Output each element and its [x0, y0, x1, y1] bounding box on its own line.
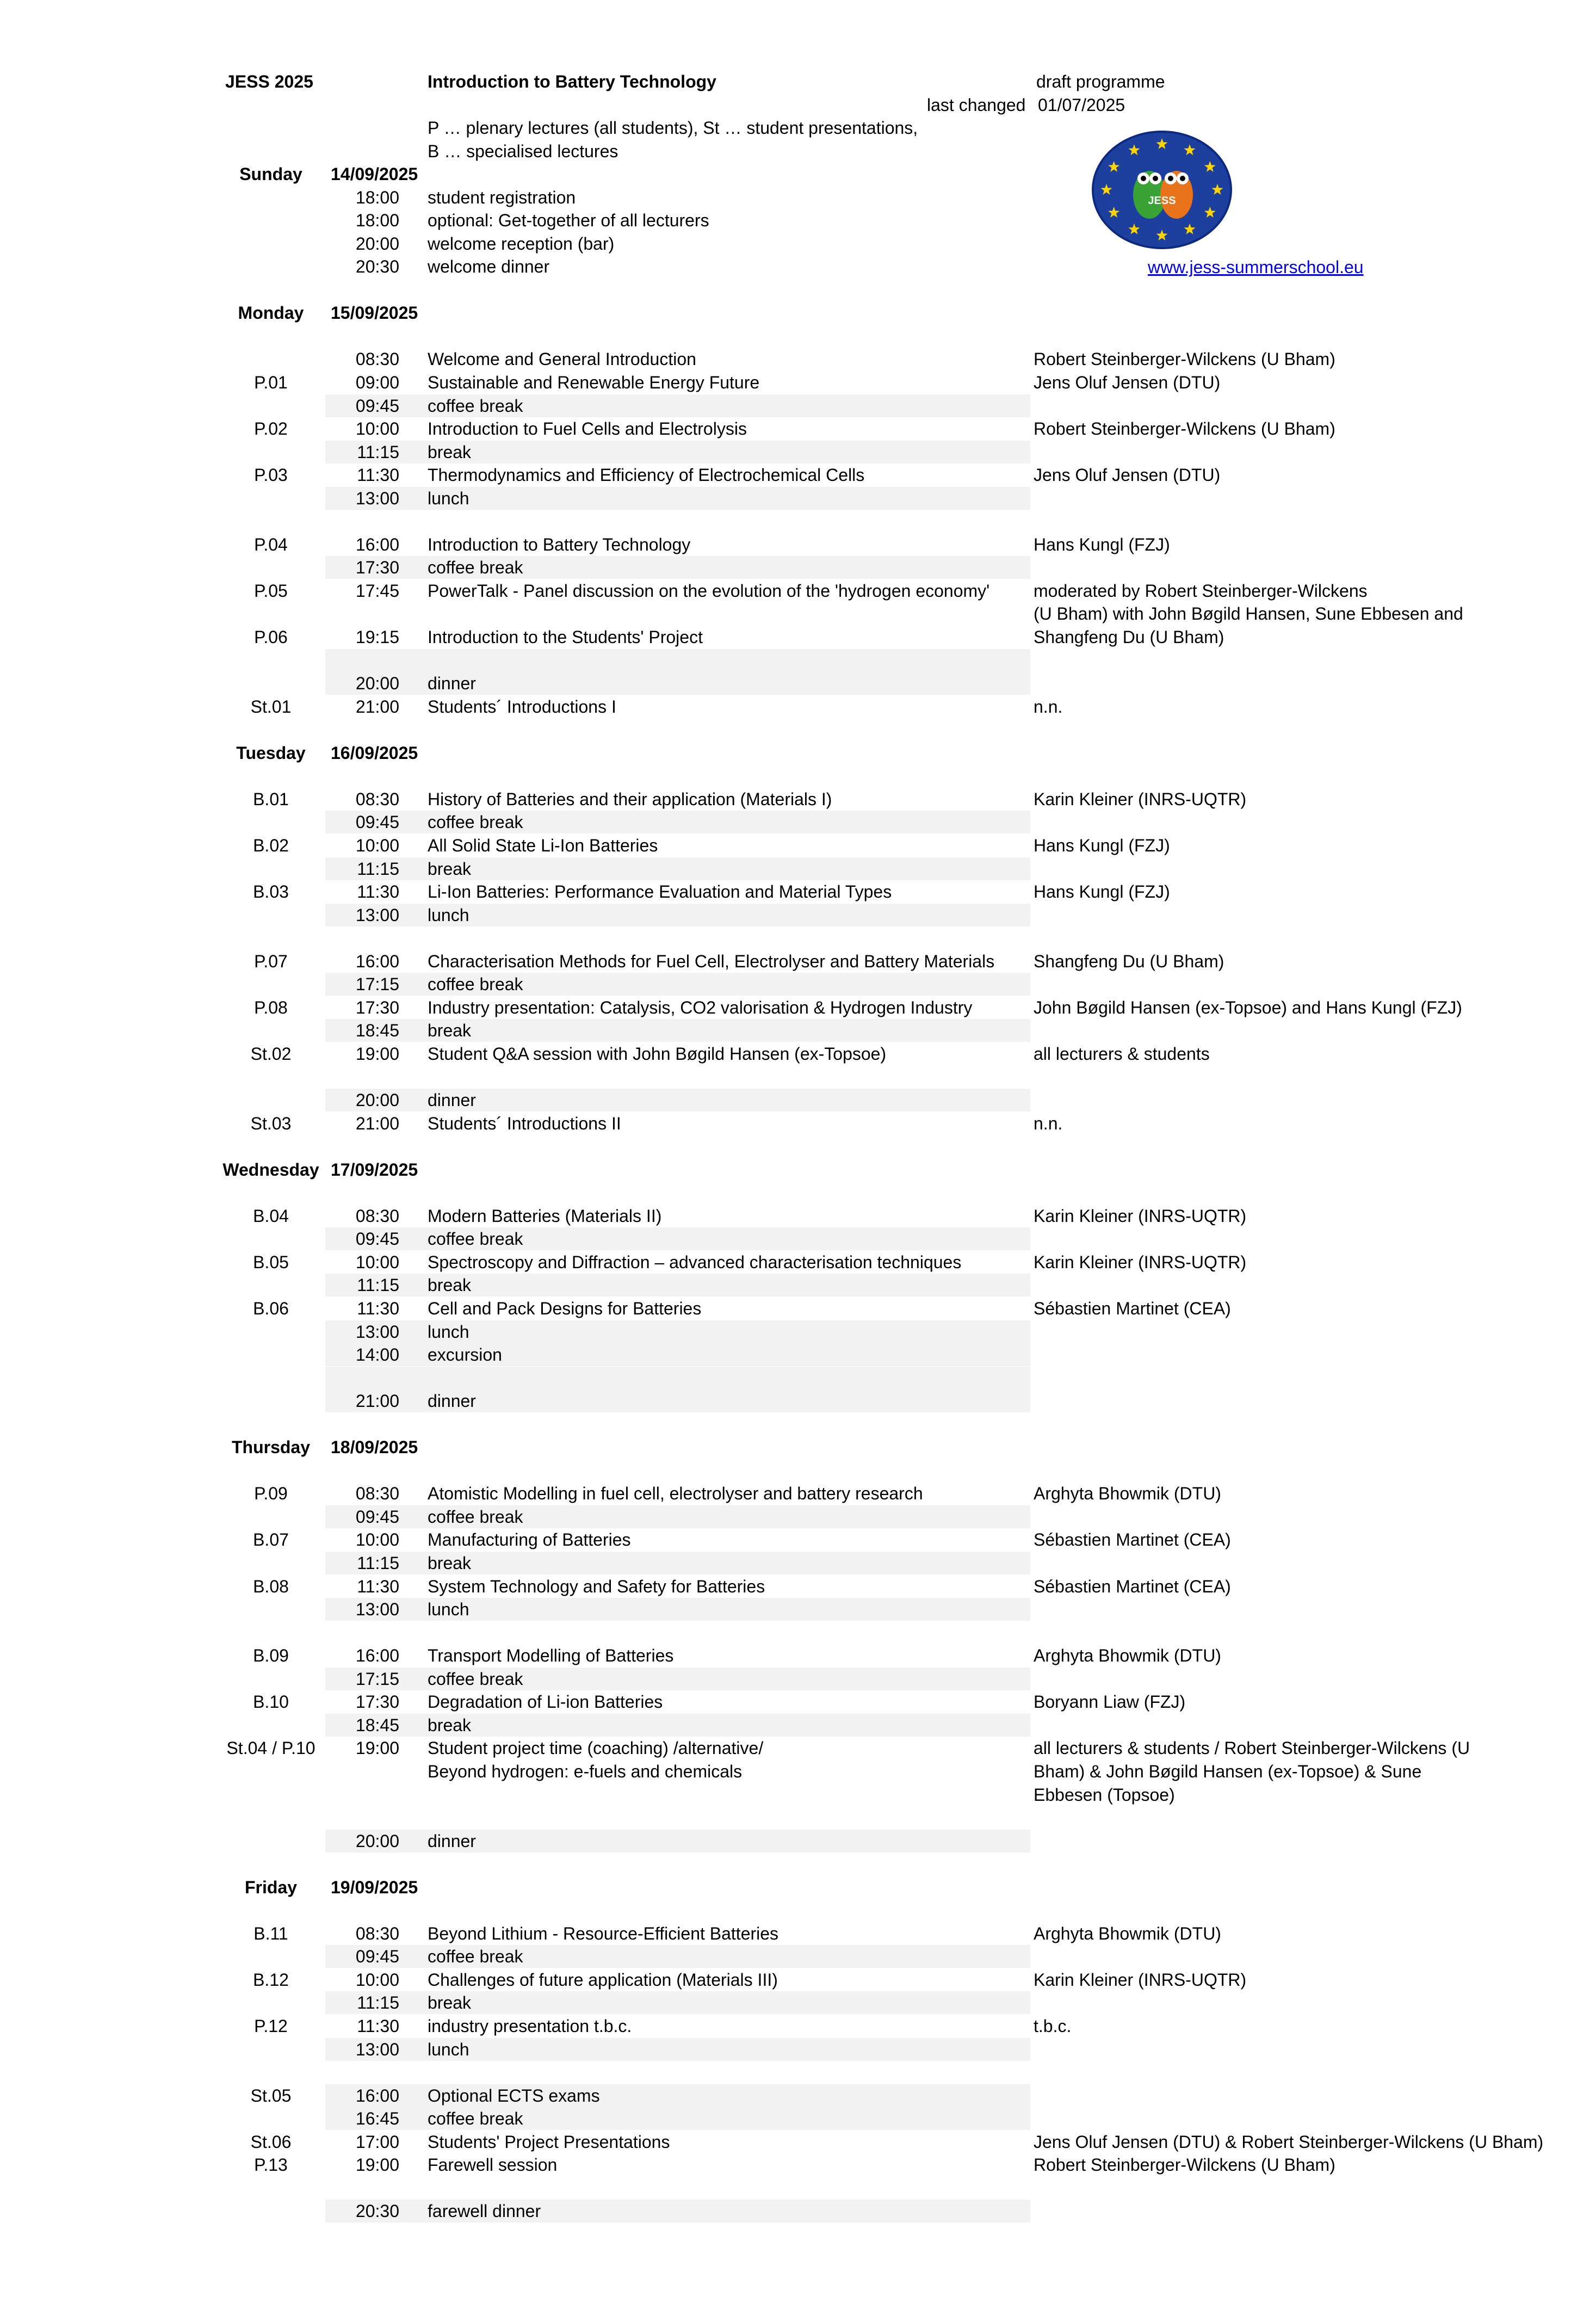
session-time: 10:00	[355, 1252, 399, 1272]
session-time: 10:00	[355, 419, 399, 439]
session-time: 11:15	[357, 859, 399, 879]
session-speaker: n.n.	[1034, 1114, 1063, 1133]
session-time: 21:00	[355, 697, 399, 717]
session-code: B.04	[253, 1206, 289, 1226]
session-time: 13:00	[355, 905, 399, 925]
session-title: Optional ECTS exams	[428, 2086, 600, 2105]
session-title: Manufacturing of Batteries	[428, 1530, 631, 1549]
session-time: 20:30	[355, 257, 399, 276]
session-time: 11:15	[357, 442, 399, 462]
session-title: coffee break	[428, 812, 523, 832]
session-title: coffee break	[428, 558, 523, 577]
session-code: B.06	[253, 1299, 289, 1318]
website-link[interactable]: www.jess-summerschool.eu	[1148, 257, 1364, 277]
session-time: 08:30	[355, 1484, 399, 1503]
session-title: coffee break	[428, 1947, 523, 1966]
session-speaker: Bham) & John Bøgild Hansen (ex-Topsoe) & Sune	[1034, 1762, 1422, 1781]
session-title: Students´ Introductions I	[428, 697, 616, 717]
session-title: break	[428, 1993, 472, 2012]
session-speaker: Boryann Liaw (FZJ)	[1034, 1692, 1186, 1712]
session-title: Spectroscopy and Diffraction – advanced characterisation techniques	[428, 1252, 962, 1272]
session-title: coffee break	[428, 1669, 523, 1689]
session-code: St.04 / P.10	[226, 1738, 316, 1758]
session-title: welcome reception (bar)	[428, 234, 615, 254]
day-name: Monday	[238, 303, 304, 323]
logo-text: JESS	[1148, 195, 1176, 207]
session-speaker: Sébastien Martinet (CEA)	[1034, 1577, 1231, 1596]
session-code: P.09	[254, 1484, 288, 1503]
session-title: Li-Ion Batteries: Performance Evaluation and Material Types	[428, 882, 892, 901]
session-code: B.02	[253, 836, 289, 855]
day-date: 19/09/2025	[331, 1878, 418, 1897]
session-code: P.02	[254, 419, 288, 439]
session-speaker: Robert Steinberger-Wilckens (U Bham)	[1034, 349, 1335, 369]
session-code: St.06	[250, 2132, 292, 2152]
row-shading	[325, 1367, 1030, 1390]
session-time: 17:45	[355, 581, 399, 601]
session-time: 11:30	[357, 2016, 399, 2036]
session-speaker: Hans Kungl (FZJ)	[1034, 836, 1170, 855]
session-time: 13:00	[355, 1322, 399, 1342]
session-time: 20:30	[355, 2201, 399, 2221]
session-title: Characterisation Methods for Fuel Cell, Electrolyser and Battery Materials	[428, 952, 995, 971]
session-time: 16:00	[355, 2086, 399, 2105]
session-time: 11:15	[357, 1553, 399, 1573]
session-code: B.01	[253, 789, 289, 809]
session-code: St.02	[250, 1044, 292, 1064]
session-title: All Solid State Li-Ion Batteries	[428, 836, 658, 855]
session-speaker: n.n.	[1034, 697, 1063, 717]
session-title: dinner	[428, 674, 476, 693]
session-title: PowerTalk - Panel discussion on the evolution of the 'hydrogen economy'	[428, 581, 990, 601]
session-time: 11:30	[357, 1577, 399, 1596]
session-time: 18:00	[355, 211, 399, 230]
day-name: Wednesday	[222, 1160, 319, 1180]
jess-logo	[1091, 129, 1233, 250]
session-code: P.08	[254, 998, 288, 1017]
session-time: 17:30	[355, 558, 399, 577]
session-title: dinner	[428, 1391, 476, 1411]
day-name: Sunday	[239, 164, 302, 184]
session-time: 21:00	[355, 1114, 399, 1133]
session-title: optional: Get-together of all lecturers	[428, 211, 709, 230]
session-speaker: Sébastien Martinet (CEA)	[1034, 1299, 1231, 1318]
programme-status: draft programme	[1036, 72, 1165, 91]
session-time: 08:30	[355, 349, 399, 369]
session-speaker: Sébastien Martinet (CEA)	[1034, 1530, 1231, 1549]
session-time: 19:00	[355, 1044, 399, 1064]
session-time: 16:00	[355, 535, 399, 554]
session-title: welcome dinner	[428, 257, 550, 276]
session-speaker: Karin Kleiner (INRS-UQTR)	[1034, 1970, 1247, 1990]
legend-line-2: B … specialised lectures	[428, 141, 618, 161]
session-code: B.07	[253, 1530, 289, 1549]
session-time: 11:30	[357, 1299, 399, 1318]
session-speaker: Arghyta Bhowmik (DTU)	[1034, 1484, 1221, 1503]
session-speaker: moderated by Robert Steinberger-Wilckens	[1034, 581, 1368, 601]
session-time: 11:15	[357, 1275, 399, 1295]
session-title: break	[428, 1021, 472, 1040]
session-code: P.06	[254, 627, 288, 647]
last-changed-date: 01/07/2025	[1038, 95, 1125, 115]
session-speaker: Robert Steinberger-Wilckens (U Bham)	[1034, 2155, 1335, 2175]
session-speaker: Jens Oluf Jensen (DTU) & Robert Steinberger-Wilckens (U Bham)	[1034, 2132, 1544, 2152]
session-time: 17:00	[355, 2132, 399, 2152]
session-speaker: all lecturers & students / Robert Steinberger-Wilckens (U	[1034, 1738, 1470, 1758]
session-title: Student Q&A session with John Bøgild Hansen (ex-Topsoe)	[428, 1044, 887, 1064]
session-code: B.09	[253, 1646, 289, 1665]
session-time: 20:00	[355, 1831, 399, 1851]
session-time: 16:00	[355, 952, 399, 971]
session-code: St.05	[250, 2086, 292, 2105]
session-title: coffee break	[428, 1229, 523, 1249]
session-time: 13:00	[355, 489, 399, 508]
session-title: coffee break	[428, 974, 523, 994]
event-name: JESS 2025	[225, 72, 313, 91]
session-title: coffee break	[428, 1507, 523, 1527]
session-code: B.11	[253, 1924, 288, 1943]
session-speaker: t.b.c.	[1034, 2016, 1072, 2036]
session-speaker: Karin Kleiner (INRS-UQTR)	[1034, 789, 1247, 809]
session-title: Students´ Introductions II	[428, 1114, 621, 1133]
session-title: Cell and Pack Designs for Batteries	[428, 1299, 702, 1318]
session-time: 10:00	[355, 836, 399, 855]
session-title: coffee break	[428, 2109, 523, 2128]
session-code: St.03	[250, 1114, 292, 1133]
session-speaker: John Bøgild Hansen (ex-Topsoe) and Hans Kungl (FZJ)	[1034, 998, 1462, 1017]
session-code: P.07	[254, 952, 288, 971]
day-name: Tuesday	[236, 743, 306, 763]
session-time: 18:00	[355, 188, 399, 207]
session-title: Beyond hydrogen: e-fuels and chemicals	[428, 1762, 743, 1781]
day-date: 16/09/2025	[331, 743, 418, 763]
session-title: student registration	[428, 188, 576, 207]
session-title: Students' Project Presentations	[428, 2132, 670, 2152]
session-time: 16:00	[355, 1646, 399, 1665]
session-time: 09:45	[355, 1229, 399, 1249]
session-speaker: Jens Oluf Jensen (DTU)	[1034, 373, 1221, 392]
session-time: 19:00	[355, 2155, 399, 2175]
session-title: Atomistic Modelling in fuel cell, electrolyser and battery research	[428, 1484, 923, 1503]
session-speaker: all lecturers & students	[1034, 1044, 1210, 1064]
session-title: excursion	[428, 1345, 502, 1364]
session-title: lunch	[428, 905, 469, 925]
session-title: System Technology and Safety for Batteries	[428, 1577, 765, 1596]
session-title: Student project time (coaching) /alternative/	[428, 1738, 764, 1758]
session-title: Farewell session	[428, 2155, 558, 2175]
session-speaker: Hans Kungl (FZJ)	[1034, 882, 1170, 901]
session-time: 17:30	[355, 998, 399, 1017]
session-time: 10:00	[355, 1970, 399, 1990]
session-time: 09:45	[355, 1507, 399, 1527]
session-time: 11:30	[357, 465, 399, 485]
session-time: 10:00	[355, 1530, 399, 1549]
session-time: 11:15	[357, 1993, 399, 2012]
session-title: Challenges of future application (Materials III)	[428, 1970, 778, 1990]
session-speaker: Shangfeng Du (U Bham)	[1034, 627, 1224, 647]
session-time: 20:00	[355, 674, 399, 693]
session-speaker: Arghyta Bhowmik (DTU)	[1034, 1646, 1221, 1665]
session-time: 08:30	[355, 1924, 399, 1943]
session-title: industry presentation t.b.c.	[428, 2016, 632, 2036]
session-title: lunch	[428, 1322, 469, 1342]
session-time: 09:45	[355, 396, 399, 416]
session-time: 09:45	[355, 812, 399, 832]
session-code: P.13	[254, 2155, 288, 2175]
day-date: 14/09/2025	[331, 164, 418, 184]
session-time: 09:00	[355, 373, 399, 392]
session-title: Introduction to Battery Technology	[428, 535, 691, 554]
session-code: St.01	[250, 697, 292, 717]
row-shading	[325, 649, 1030, 672]
session-code: P.12	[254, 2016, 288, 2036]
course-title: Introduction to Battery Technology	[428, 72, 716, 91]
session-title: Degradation of Li-ion Batteries	[428, 1692, 663, 1712]
session-code: B.08	[253, 1577, 289, 1596]
session-title: dinner	[428, 1090, 476, 1110]
session-time: 16:45	[355, 2109, 399, 2128]
session-time: 20:00	[355, 1090, 399, 1110]
session-time: 11:30	[357, 882, 399, 901]
session-time: 21:00	[355, 1391, 399, 1411]
session-speaker: Shangfeng Du (U Bham)	[1034, 952, 1224, 971]
session-time: 08:30	[355, 1206, 399, 1226]
day-date: 17/09/2025	[331, 1160, 418, 1180]
session-title: History of Batteries and their application (Materials I)	[428, 789, 832, 809]
legend-line-1: P … plenary lectures (all students), St … student presentations,	[428, 118, 918, 138]
session-time: 18:45	[355, 1021, 399, 1040]
session-title: Industry presentation: Catalysis, CO2 valorisation & Hydrogen Industry	[428, 998, 973, 1017]
session-speaker: Arghyta Bhowmik (DTU)	[1034, 1924, 1221, 1943]
session-title: coffee break	[428, 396, 523, 416]
session-speaker: Karin Kleiner (INRS-UQTR)	[1034, 1252, 1247, 1272]
session-title: lunch	[428, 489, 469, 508]
session-time: 09:45	[355, 1947, 399, 1966]
session-title: farewell dinner	[428, 2201, 541, 2221]
day-date: 18/09/2025	[331, 1437, 418, 1457]
session-title: Beyond Lithium - Resource-Efficient Batteries	[428, 1924, 779, 1943]
session-title: break	[428, 859, 472, 879]
session-time: 19:15	[355, 627, 399, 647]
session-time: 19:00	[355, 1738, 399, 1758]
session-code: B.05	[253, 1252, 289, 1272]
session-code: P.05	[254, 581, 288, 601]
session-time: 08:30	[355, 789, 399, 809]
session-time: 17:30	[355, 1692, 399, 1712]
session-speaker: Jens Oluf Jensen (DTU)	[1034, 465, 1221, 485]
session-title: break	[428, 1553, 472, 1573]
session-time: 13:00	[355, 2040, 399, 2059]
session-time: 20:00	[355, 234, 399, 254]
session-code: P.03	[254, 465, 288, 485]
session-title: lunch	[428, 1600, 469, 1619]
day-name: Thursday	[231, 1437, 311, 1457]
day-date: 15/09/2025	[331, 303, 418, 323]
session-title: break	[428, 1715, 472, 1735]
session-time: 13:00	[355, 1600, 399, 1619]
last-changed-label: last changed	[927, 95, 1026, 115]
session-speaker: Ebbesen (Topsoe)	[1034, 1785, 1175, 1805]
session-speaker: Karin Kleiner (INRS-UQTR)	[1034, 1206, 1247, 1226]
session-code: P.04	[254, 535, 288, 554]
session-time: 18:45	[355, 1715, 399, 1735]
session-title: Introduction to the Students' Project	[428, 627, 703, 647]
session-code: B.10	[253, 1692, 289, 1712]
session-title: Modern Batteries (Materials II)	[428, 1206, 662, 1226]
session-speaker: Hans Kungl (FZJ)	[1034, 535, 1170, 554]
session-title: dinner	[428, 1831, 476, 1851]
session-title: Welcome and General Introduction	[428, 349, 696, 369]
session-title: lunch	[428, 2040, 469, 2059]
day-name: Friday	[244, 1878, 298, 1897]
session-time: 17:15	[355, 974, 399, 994]
session-code: P.01	[254, 373, 288, 392]
session-speaker: Robert Steinberger-Wilckens (U Bham)	[1034, 419, 1335, 439]
session-title: Sustainable and Renewable Energy Future	[428, 373, 760, 392]
session-title: Introduction to Fuel Cells and Electrolysis	[428, 419, 747, 439]
session-code: B.03	[253, 882, 289, 901]
session-time: 14:00	[355, 1345, 399, 1364]
session-code: B.12	[253, 1970, 289, 1990]
session-time: 17:15	[355, 1669, 399, 1689]
session-title: break	[428, 442, 472, 462]
session-speaker: (U Bham) with John Bøgild Hansen, Sune Ebbesen and	[1034, 604, 1463, 623]
session-title: Thermodynamics and Efficiency of Electrochemical Cells	[428, 465, 865, 485]
session-title: break	[428, 1275, 472, 1295]
session-title: Transport Modelling of Batteries	[428, 1646, 674, 1665]
